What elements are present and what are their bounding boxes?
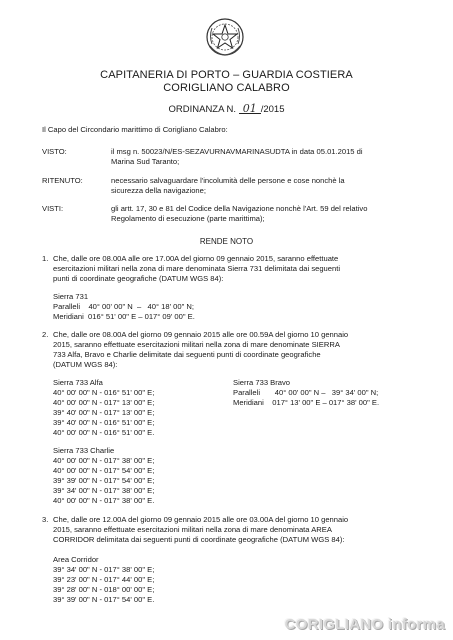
ordinanza-year: /2015 [260, 104, 285, 115]
zone-sierra-733-alfa-point: 39° 40' 00" N - 017° 13' 00" E; [53, 408, 155, 417]
ordinanza-prefix: ORDINANZA N. [168, 104, 237, 115]
preamble-label-visto: VISTO: [42, 147, 67, 156]
preamble-visto-line1: il msg n. 50023/N/ES-SEZAVURNAVMARINASUDTA in data 05.01.2015 di [111, 147, 363, 156]
rende-noto-heading: RENDE NOTO [199, 237, 254, 246]
republic-emblem-icon [204, 16, 246, 58]
preamble-label-ritenuto: RITENUTO: [42, 176, 83, 185]
zone-area-corridor-point: 39° 34' 00" N - 017° 38' 00" E; [53, 565, 155, 574]
zone-sierra-731-line1: Paralleli 40° 00' 00" N – 40° 18' 00" N; [53, 302, 195, 311]
zone-area-corridor-title: Area Corridor [53, 555, 99, 564]
zone-sierra-733-bravo-title: Sierra 733 Bravo [233, 378, 290, 387]
ordinanza-number-line [0, 104, 453, 115]
preamble-visti-line1: gli artt. 17, 30 e 81 del Codice della Navigazione nonchè l'Art. 59 del relativo [111, 204, 368, 213]
item-2-line2: 2015, saranno effettuate esercitazioni militari nella zona di mare denominate SIERRA [53, 340, 340, 349]
item-3-line2: 2015, saranno effettuate esercitazioni militari nella zona di mare denominata AREA [53, 525, 332, 534]
preamble-label-visti: VISTI: [42, 204, 64, 213]
item-1-line3: punti di coordinate geografiche (DATUM WGS 84): [53, 274, 224, 283]
item-3-line3: CORRIDOR delimitata dai seguenti punti di coordinate geografiche (DATUM WGS 84): [53, 535, 345, 544]
item-1-number: 1. [42, 254, 49, 263]
zone-sierra-733-alfa-point: 39° 40' 00" N - 016° 51' 00" E; [53, 418, 155, 427]
item-1-line1: Che, dalle ore 08.00A alle ore 17.00A del giorno 09 gennaio 2015, saranno effettuate [53, 254, 339, 263]
intro-text: Il Capo del Circondario marittimo di Corigliano Calabro: [42, 125, 228, 134]
zone-sierra-733-charlie-point: 40° 00' 00" N - 017° 38' 00" E; [53, 456, 155, 465]
zone-sierra-733-charlie-point: 39° 34' 00" N - 017° 38' 00" E; [53, 486, 155, 495]
item-1-line2: esercitazioni militari nella zona di mare denominata Sierra 731 delimitata dai seguenti [53, 264, 341, 273]
zone-sierra-733-alfa-point: 40° 00' 00" N - 017° 13' 00" E; [53, 398, 155, 407]
item-2-line1: Che, dalle ore 08.00A del giorno 09 gennaio 2015 alle ore 00.59A del giorno 10 gennaio [53, 330, 349, 339]
preamble-visto-line2: Marina Sud Taranto; [111, 157, 180, 166]
zone-area-corridor-point: 39° 39' 00" N - 017° 54' 00" E. [53, 595, 155, 604]
ordinanza-number: 01 [239, 104, 261, 114]
header-authority: CAPITANERIA DI PORTO – GUARDIA COSTIERA [100, 69, 353, 81]
zone-sierra-733-charlie-point: 40° 00' 00" N - 017° 38' 00" E. [53, 496, 155, 505]
header-office: CORIGLIANO CALABRO [163, 82, 290, 94]
zone-area-corridor-point: 39° 23' 00" N - 017° 44' 00" E; [53, 575, 155, 584]
item-2-line3: 733 Alfa, Bravo e Charlie delimitate dai seguenti punti di coordinate geografiche [53, 350, 321, 359]
preamble-visti-line2: Regolamento di esecuzione (parte marittima); [111, 214, 265, 223]
zone-sierra-733-alfa-point: 40° 00' 00" N - 016° 51' 00" E; [53, 388, 155, 397]
preamble-ritenuto-line2: sicurezza della navigazione; [111, 186, 206, 195]
zone-sierra-733-bravo-line1: Paralleli 40° 00' 00" N – 39° 34' 00" N; [233, 388, 379, 397]
watermark-logo: CORIGLIANO informa [284, 616, 445, 633]
zone-sierra-733-bravo-line2: Meridiani 017° 13' 00" E – 017° 38' 00" E. [233, 398, 380, 407]
item-3-number: 3. [42, 515, 49, 524]
zone-sierra-733-alfa-point: 40° 00' 00" N - 016° 51' 00" E. [53, 428, 155, 437]
zone-sierra-733-charlie-title: Sierra 733 Charlie [53, 446, 115, 455]
item-2-number: 2. [42, 330, 49, 339]
zone-sierra-733-alfa-title: Sierra 733 Alfa [53, 378, 103, 387]
zone-sierra-731-line2: Meridiani 016° 51' 00" E – 017° 09' 00" E. [53, 312, 195, 321]
item-2-line4: (DATUM WGS 84): [53, 360, 118, 369]
zone-sierra-733-charlie-point: 40° 00' 00" N - 017° 54' 00" E; [53, 466, 155, 475]
zone-area-corridor-point: 39° 28' 00" N - 018° 00' 00" E; [53, 585, 155, 594]
zone-sierra-733-charlie-point: 39° 39' 00" N - 017° 54' 00" E; [53, 476, 155, 485]
item-3-line1: Che, dalle ore 12.00A del giorno 09 gennaio 2015 alle ore 03.00A del giorno 10 gennaio [53, 515, 349, 524]
zone-sierra-731-title: Sierra 731 [53, 292, 89, 301]
preamble-ritenuto-line1: necessario salvaguardare l'incolumità delle persone e cose nonchè la [111, 176, 345, 185]
